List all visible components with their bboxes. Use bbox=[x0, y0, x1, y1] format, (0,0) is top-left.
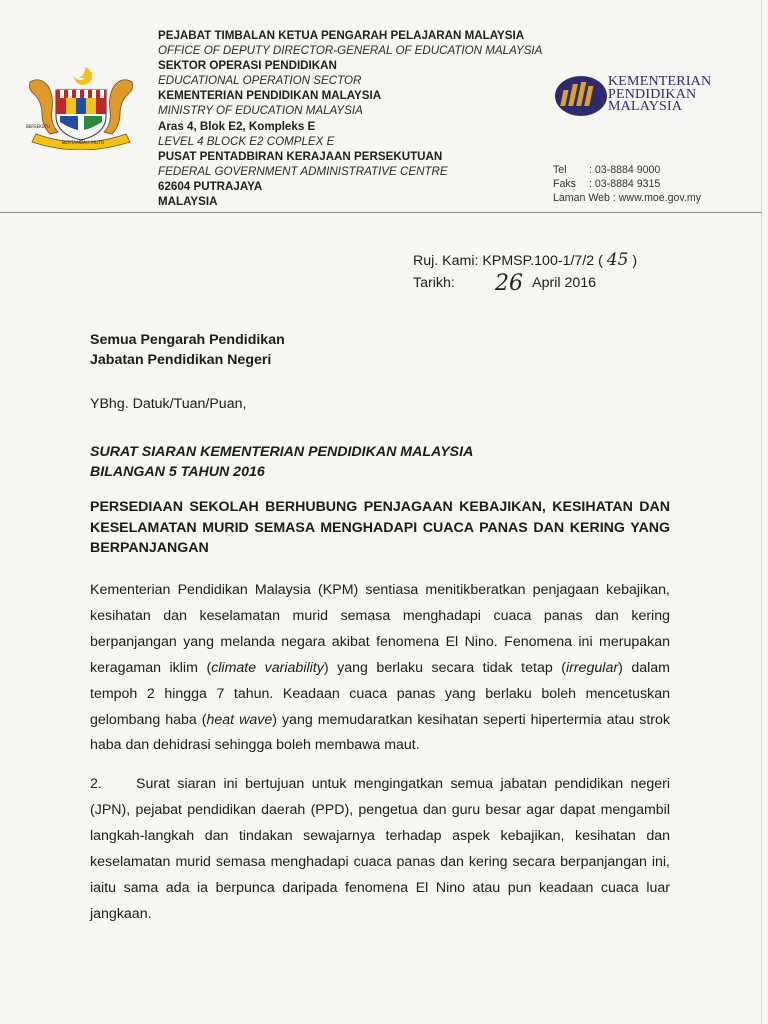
agency-line: OFFICE OF DEPUTY DIRECTOR-GENERAL OF EDUCATION MALAYSIA bbox=[158, 44, 543, 58]
agency-line: EDUCATIONAL OPERATION SECTOR bbox=[158, 74, 362, 88]
recipient-line: Jabatan Pendidikan Negeri bbox=[90, 352, 272, 368]
agency-line: MINISTRY OF EDUCATION MALAYSIA bbox=[158, 104, 363, 118]
agency-line: FEDERAL GOVERNMENT ADMINISTRATIVE CENTRE bbox=[158, 164, 448, 178]
recipient-block bbox=[90, 330, 285, 370]
crest-motto-ribbon: BERTAMBAH MUTU bbox=[62, 141, 105, 146]
contact-fax: Faks : 03-8884 9315 bbox=[553, 178, 661, 191]
term-climate-variability: climate variability bbox=[211, 659, 324, 676]
term-heat-wave: heat wave bbox=[206, 711, 273, 728]
term-irregular: irregular bbox=[566, 659, 619, 676]
reference-value: KPMSP.100-1/7/2 ( bbox=[482, 253, 603, 269]
agency-line: SEKTOR OPERASI PENDIDIKAN bbox=[158, 59, 337, 73]
kpm-logo-line: MALAYSIA bbox=[608, 99, 683, 115]
date-month-year: April 2016 bbox=[532, 275, 597, 291]
circular-title-line: SURAT SIARAN KEMENTERIAN PENDIDIKAN MALAYSIA bbox=[90, 444, 474, 460]
salutation: YBhg. Datuk/Tuan/Puan, bbox=[90, 396, 247, 412]
coat-of-arms-icon bbox=[22, 62, 140, 150]
paragraph-number: 2. bbox=[90, 776, 102, 792]
agency-line: PUSAT PENTADBIRAN KERAJAAN PERSEKUTUAN bbox=[158, 149, 443, 163]
kpm-logo-line: KEMENTERIAN bbox=[608, 74, 712, 89]
date-line bbox=[413, 271, 637, 296]
agency-line: 62604 PUTRAJAYA bbox=[158, 179, 263, 193]
contact-tel: Tel : 03-8884 9000 bbox=[553, 164, 661, 176]
subject-heading: PERSEDIAAN SEKOLAH BERHUBUNG PENJAGAAN KEBAJIKAN, KESIHATAN DAN KESELAMATAN MURID SEMASA MENGHADAPI CUACA PANAS DAN KERING YANG BERPANJANGAN bbox=[90, 499, 670, 556]
reference-label: Ruj. Kami: bbox=[413, 253, 479, 269]
reference-number: 45 bbox=[606, 250, 629, 270]
kpm-logo-text bbox=[608, 76, 711, 114]
kpm-logo-line: PENDIDIKAN bbox=[608, 86, 697, 102]
page-edge bbox=[761, 0, 762, 1024]
reference-close: ) bbox=[632, 253, 638, 269]
date-day: 26 bbox=[494, 271, 523, 296]
agency-address bbox=[158, 28, 598, 209]
circular-title bbox=[90, 442, 473, 482]
reference-line bbox=[413, 251, 637, 271]
date-label: Tarikh: bbox=[413, 275, 455, 291]
agency-line: LEVEL 4 BLOCK E2 COMPLEX E bbox=[158, 134, 335, 148]
circular-title-line: BILANGAN 5 TAHUN 2016 bbox=[90, 464, 265, 480]
recipient-line: Semua Pengarah Pendidikan bbox=[90, 332, 285, 348]
agency-line: MALAYSIA bbox=[158, 195, 218, 209]
reference-block bbox=[413, 250, 638, 296]
agency-line: Aras 4, Blok E2, Kompleks E bbox=[158, 119, 316, 133]
paragraph-1: Kementerian Pendidikan Malaysia (KPM) sentiasa menitikberatkan penjagaan kebajikan, kesihatan dan keselamatan murid semasa menghadapi cuaca panas dan kering berpanjangan yang melanda negara akibat fenomena El Nino. Fenomena ini merupakan keragaman iklim (climate variability) yang berlaku secara tidak tetap (irregular) dalam tempoh 2 hingga 7 tahun. Keadaan cuaca panas yang berlaku boleh mencetuskan gelombang haba (heat wave) yang memudaratkan kesihatan seperti hipertermia atau strok haba dan dehidrasi sehingga boleh membawa maut. bbox=[90, 582, 670, 754]
header-divider bbox=[0, 212, 762, 213]
paragraph-2 bbox=[90, 772, 670, 927]
agency-line: KEMENTERIAN PENDIDIKAN MALAYSIA bbox=[158, 89, 382, 103]
contact-details bbox=[553, 163, 701, 206]
contact-web: Laman Web : www.moe.gov.my bbox=[553, 192, 701, 205]
crest-motto-left: BERSEKUTU bbox=[26, 124, 50, 129]
agency-line: PEJABAT TIMBALAN KETUA PENGARAH PELAJARAN MALAYSIA bbox=[158, 29, 525, 42]
paragraph-text: Surat siaran ini bertujuan untuk mengingatkan semua jabatan pendidikan negeri (JPN), pejabat pendidikan daerah (PPD), pengetua dan guru besar agar dapat mengambil langkah-langkah dan tindakan sewajarnya terhadap aspek kebajikan, kesihatan dan keselamatan murid semasa menghadapi cuaca panas dan kering secara berpanjangan ini, iaitu sama ada ia berpunca daripada fenomena El Nino atau pun keadaan cuaca luar jangkaan. bbox=[90, 776, 670, 922]
